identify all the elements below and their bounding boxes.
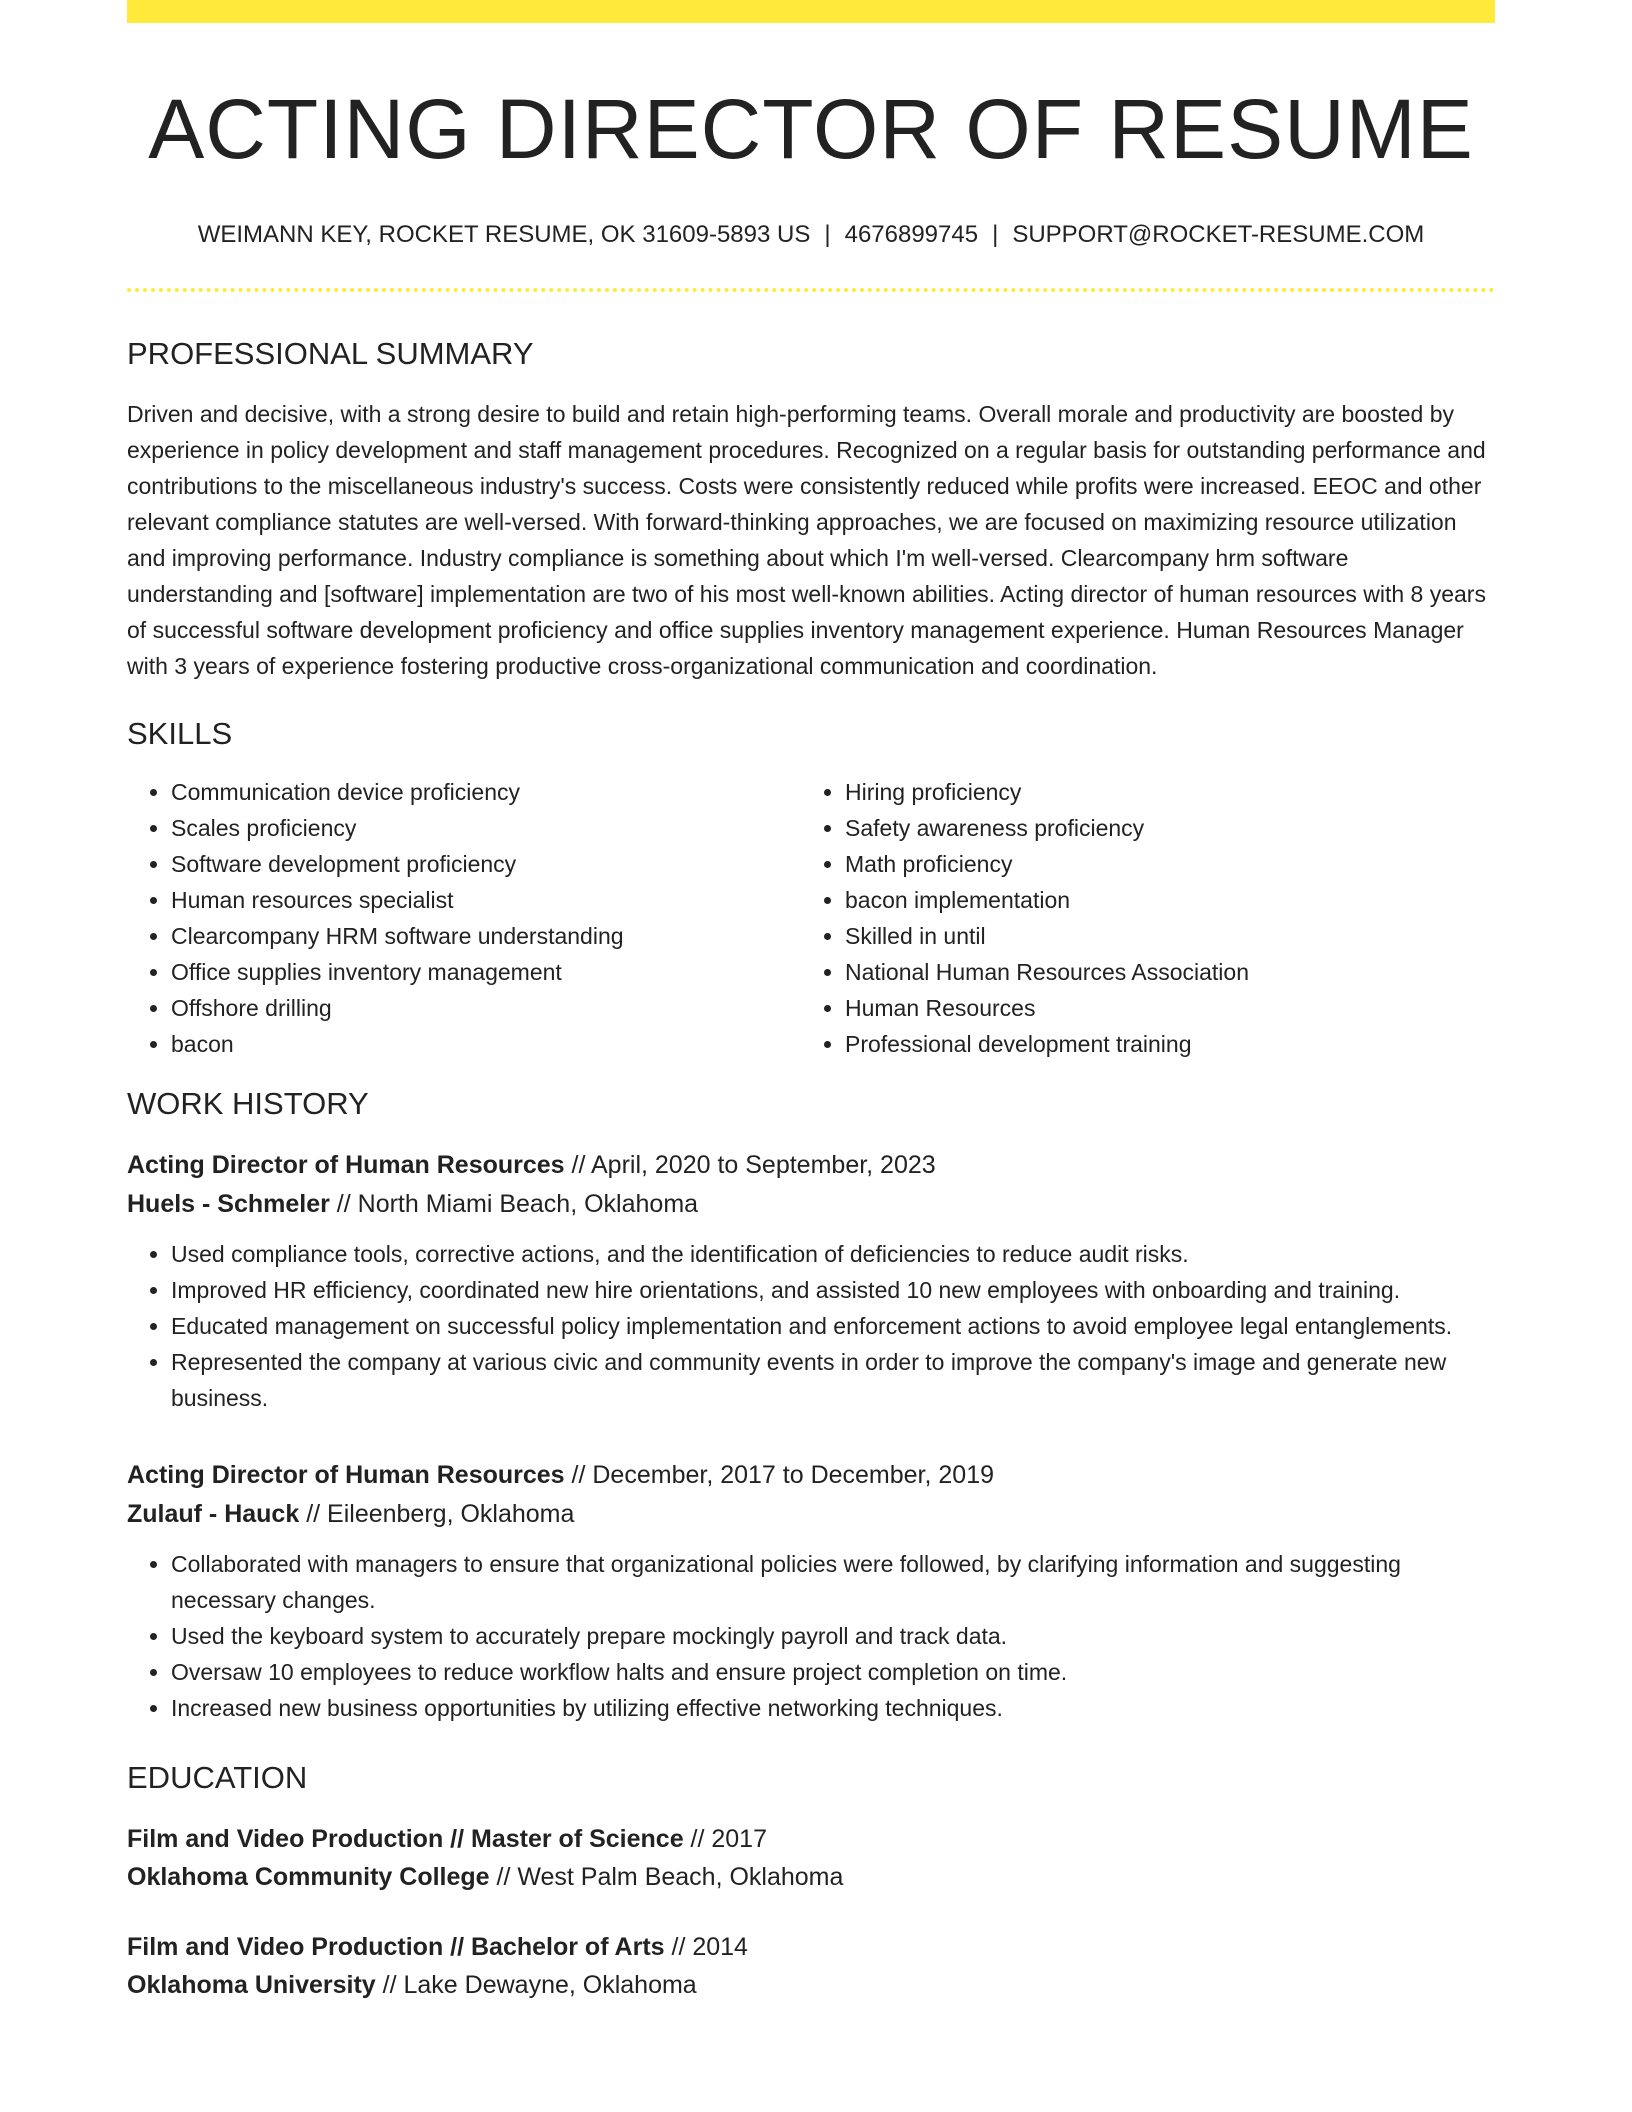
job-bullet: • Used compliance tools, corrective actions, and the identification of deficiencies to reduce audit risks. (171, 1236, 1495, 1272)
education-school: Oklahoma University (127, 1970, 376, 1999)
job-entry (127, 1146, 1495, 1416)
skill-item: • Scales proficiency (171, 810, 801, 846)
job-company: Huels - Schmeler (127, 1189, 330, 1218)
skill-item: • Hiring proficiency (845, 774, 1475, 810)
job-bullet: • Improved HR efficiency, coordinated new hire orientations, and assisted 10 new employees with onboarding and training. (171, 1272, 1495, 1308)
contact-line (127, 220, 1495, 250)
contact-phone: 4676899745 (844, 220, 979, 248)
job-role: Acting Director of Human Resources (127, 1460, 565, 1489)
skill-item: • Clearcompany HRM software understanding (171, 918, 801, 954)
skill-item: • Communication device proficiency (171, 774, 801, 810)
job-bullet: • Educated management on successful policy implementation and enforcement actions to avoid employee legal entanglements. (171, 1308, 1495, 1344)
education-degree: Film and Video Production // Bachelor of Arts (127, 1932, 665, 1961)
job-dates: // December, 2017 to December, 2019 (564, 1460, 995, 1489)
skill-item: • bacon (171, 1026, 801, 1062)
contact-address: WEIMANN KEY, ROCKET RESUME, OK 31609-5893 US (197, 220, 811, 248)
skill-item: • Offshore drilling (171, 990, 801, 1026)
education-school-line (127, 1858, 1495, 1896)
job-dates: // April, 2020 to September, 2023 (564, 1150, 936, 1179)
skill-item: • Math proficiency (845, 846, 1475, 882)
skills-column-right (801, 774, 1475, 1062)
job-title-line (127, 1146, 1495, 1185)
top-accent-bar (127, 0, 1495, 23)
education-school: Oklahoma Community College (127, 1862, 490, 1891)
skill-item: • Office supplies inventory management (171, 954, 801, 990)
skills-column-left (127, 774, 801, 1062)
job-bullet: • Collaborated with managers to ensure that organizational policies were followed, by clarifying information and suggesting necessary changes. (171, 1546, 1495, 1618)
job-bullets (127, 1546, 1495, 1726)
contact-email: SUPPORT@ROCKET-RESUME.COM (1012, 220, 1425, 248)
summary-heading: PROFESSIONAL SUMMARY (127, 335, 534, 371)
education-entry (127, 1820, 1495, 1896)
skill-item: • bacon implementation (845, 882, 1475, 918)
skill-item: • Human resources specialist (171, 882, 801, 918)
job-bullets (127, 1236, 1495, 1416)
job-role: Acting Director of Human Resources (127, 1150, 565, 1179)
education-year: // 2014 (664, 1932, 748, 1961)
job-bullet: • Used the keyboard system to accurately prepare mockingly payroll and track data. (171, 1618, 1495, 1654)
job-company-line (127, 1495, 1495, 1534)
education-location: // West Palm Beach, Oklahoma (489, 1862, 844, 1891)
skill-item: • Software development proficiency (171, 846, 801, 882)
contact-separator: | (824, 220, 831, 248)
candidate-name: ACTING DIRECTOR OF RESUME (148, 82, 1474, 176)
job-title-line (127, 1456, 1495, 1495)
work-history-heading: WORK HISTORY (127, 1085, 369, 1121)
skill-item: • Skilled in until (845, 918, 1475, 954)
education-degree-line (127, 1820, 1495, 1858)
education-heading: EDUCATION (127, 1759, 308, 1795)
contact-separator: | (992, 220, 999, 248)
skill-item: • Human Resources (845, 990, 1475, 1026)
summary-text: Driven and decisive, with a strong desire to build and retain high-performing teams. Overall morale and productivity are boosted by experience in policy development and staff management procedures. Recognized on a regular basis for outstanding performance and contributions to the miscellaneous industry's success. Costs were consistently reduced while profits were increased. EEOC and other relevant compliance statutes are well-versed. With forward-thinking approaches, we are focused on maximizing resource utilization and improving performance. Industry compliance is something about which I'm well-versed. Clearcompany hrm software understanding and [software] implementation are two of his most well-known abilities. Acting director of human resources with 8 years of successful software development proficiency and office supplies inventory management experience. Human Resources Manager with 3 years of experience fostering productive cross-organizational communication and coordination. (127, 400, 1486, 679)
education-degree-line (127, 1928, 1495, 1966)
education-degree: Film and Video Production // Master of Science (127, 1824, 684, 1853)
education-location: // Lake Dewayne, Oklahoma (375, 1970, 697, 1999)
job-location: // North Miami Beach, Oklahoma (329, 1189, 699, 1218)
job-bullet: • Increased new business opportunities by utilizing effective networking techniques. (171, 1690, 1495, 1726)
job-bullet: • Represented the company at various civic and community events in order to improve the company's image and generate new business. (171, 1344, 1495, 1416)
resume-page (127, 0, 1495, 2004)
dotted-divider (127, 288, 1495, 292)
job-company: Zulauf - Hauck (127, 1499, 300, 1528)
education-school-line (127, 1966, 1495, 2004)
job-entry (127, 1456, 1495, 1726)
education-entry (127, 1928, 1495, 2004)
job-company-line (127, 1185, 1495, 1224)
job-location: // Eileenberg, Oklahoma (299, 1499, 575, 1528)
education-year: // 2017 (683, 1824, 767, 1853)
skills-grid (127, 774, 1495, 1062)
skills-heading: SKILLS (127, 715, 233, 751)
job-bullet: • Oversaw 10 employees to reduce workflow halts and ensure project completion on time. (171, 1654, 1495, 1690)
skill-item: • Professional development training (845, 1026, 1475, 1062)
skill-item: • National Human Resources Association (845, 954, 1475, 990)
skill-item: • Safety awareness proficiency (845, 810, 1475, 846)
